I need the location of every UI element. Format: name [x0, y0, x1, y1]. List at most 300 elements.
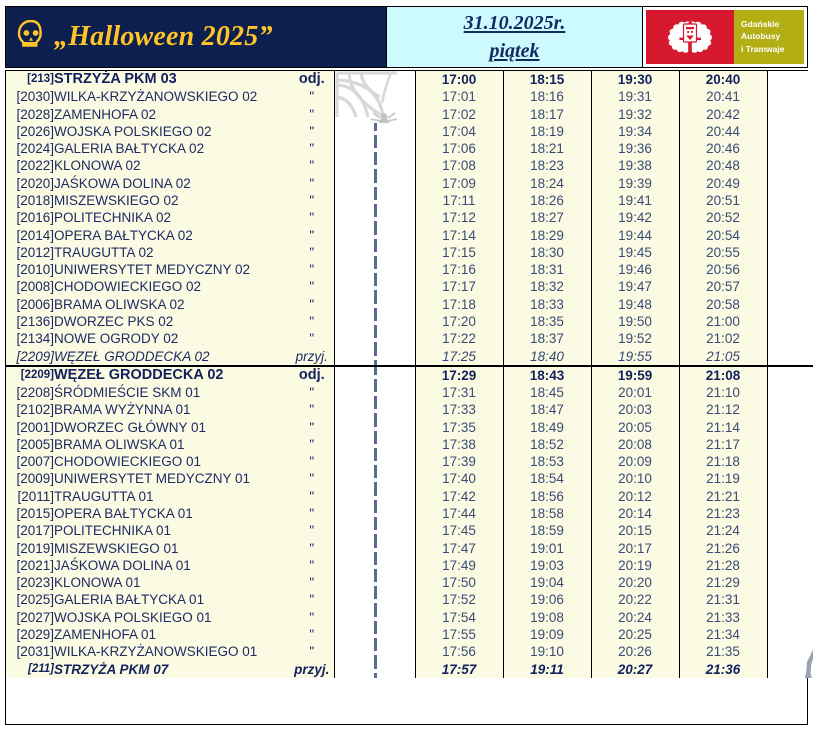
departure-time: 18:27 — [503, 209, 591, 226]
spider-thread — [374, 436, 377, 453]
departure-time: 19:55 — [591, 348, 679, 366]
departure-time: 17:25 — [415, 348, 503, 366]
stop-id: [2025] — [6, 591, 54, 608]
departure-time: 17:08 — [415, 157, 503, 174]
departure-time: 18:17 — [503, 106, 591, 123]
decoration-skeleton-column — [767, 244, 813, 261]
stop-mark: " — [290, 278, 334, 295]
decoration-skeleton-column — [767, 209, 813, 226]
page-header — [5, 6, 808, 68]
decoration-web-column — [334, 574, 415, 591]
table-row — [6, 227, 813, 244]
departure-time: 19:46 — [591, 261, 679, 278]
spider-thread — [374, 522, 377, 539]
table-row — [6, 278, 813, 295]
stop-name: WILKA-KRZYŻANOWSKIEGO 01 — [54, 643, 290, 660]
departure-time: 18:35 — [503, 313, 591, 330]
logo-line-2: Autobusy — [741, 31, 781, 42]
departure-time: 18:45 — [503, 384, 591, 401]
timetable-container — [5, 70, 808, 725]
stop-name: WOJSKA POLSKIEGO 01 — [54, 609, 290, 626]
stop-name: CHODOWIECKIEGO 01 — [54, 453, 290, 470]
decoration-web-column — [334, 609, 415, 626]
logo-operator-name — [734, 10, 804, 64]
table-row — [6, 419, 813, 436]
departure-time: 17:17 — [415, 278, 503, 295]
departure-time: 20:20 — [591, 574, 679, 591]
departure-time: 20:46 — [679, 140, 767, 157]
table-row — [6, 505, 813, 522]
spider-thread — [374, 401, 377, 418]
departure-time: 20:03 — [591, 401, 679, 418]
decoration-skeleton-column — [767, 71, 813, 88]
departure-time: 21:31 — [679, 591, 767, 608]
departure-time: 20:52 — [679, 209, 767, 226]
table-row — [6, 436, 813, 453]
stop-id: [2015] — [6, 505, 54, 522]
stop-id: [2209] — [6, 348, 54, 366]
stop-id: [2029] — [6, 626, 54, 643]
spider-thread — [374, 488, 377, 505]
stop-id: [2006] — [6, 296, 54, 313]
stop-id: [2020] — [6, 175, 54, 192]
departure-time: 21:08 — [679, 366, 767, 384]
table-row — [6, 261, 813, 278]
table-row — [6, 591, 813, 608]
departure-time: 20:22 — [591, 591, 679, 608]
departure-time: 17:00 — [415, 71, 503, 88]
table-row — [6, 366, 813, 384]
departure-time: 20:05 — [591, 419, 679, 436]
stop-mark: " — [290, 643, 334, 660]
stop-id: [2208] — [6, 384, 54, 401]
decoration-web-column — [334, 419, 415, 436]
table-row — [6, 384, 813, 401]
decoration-skeleton-column — [767, 192, 813, 209]
departure-time: 18:37 — [503, 330, 591, 347]
departure-time: 19:08 — [503, 609, 591, 626]
spider-thread — [374, 505, 377, 522]
spider-thread — [374, 557, 377, 574]
departure-time: 17:40 — [415, 470, 503, 487]
decoration-web-column — [334, 330, 415, 347]
stop-mark: " — [290, 175, 334, 192]
spider-icon — [369, 107, 399, 123]
departure-time: 20:55 — [679, 244, 767, 261]
spider-thread — [374, 626, 377, 643]
decoration-web-column — [334, 401, 415, 418]
decoration-web-column — [334, 123, 415, 140]
decoration-skeleton-column — [767, 348, 813, 366]
stop-id: [2031] — [6, 643, 54, 660]
departure-time: 19:39 — [591, 175, 679, 192]
table-row — [6, 140, 813, 157]
departure-time: 18:23 — [503, 157, 591, 174]
decoration-skeleton-column — [767, 366, 813, 384]
table-row — [6, 557, 813, 574]
departure-time: 21:21 — [679, 488, 767, 505]
departure-time: 19:06 — [503, 591, 591, 608]
stop-name: POLITECHNIKA 01 — [54, 522, 290, 539]
stop-id: [2027] — [6, 609, 54, 626]
departure-time: 19:44 — [591, 227, 679, 244]
spider-thread — [374, 209, 377, 226]
table-row — [6, 313, 813, 330]
stop-id: [2008] — [6, 278, 54, 295]
stop-id: [2016] — [6, 209, 54, 226]
decoration-web-column — [334, 192, 415, 209]
stop-name: POLITECHNIKA 02 — [54, 209, 290, 226]
decoration-skeleton-column — [767, 609, 813, 626]
logo-line-3: i Tramwaje — [741, 43, 785, 54]
departure-time: 18:32 — [503, 278, 591, 295]
stop-mark: " — [290, 296, 334, 313]
departure-time: 21:05 — [679, 348, 767, 366]
decoration-skeleton-column — [767, 436, 813, 453]
decoration-web-column — [334, 71, 415, 123]
decoration-skeleton-column — [767, 278, 813, 295]
departure-time: 19:31 — [591, 88, 679, 105]
decoration-skeleton-column — [767, 453, 813, 470]
table-row — [6, 296, 813, 313]
departure-time: 17:04 — [415, 123, 503, 140]
table-row — [6, 192, 813, 209]
stop-id: [2019] — [6, 540, 54, 557]
departure-time: 19:47 — [591, 278, 679, 295]
decoration-web-column — [334, 436, 415, 453]
decoration-skeleton-column — [767, 574, 813, 591]
stop-id: [2030] — [6, 88, 54, 105]
decoration-web-column — [334, 505, 415, 522]
stop-mark: " — [290, 88, 334, 105]
departure-time: 19:42 — [591, 209, 679, 226]
decoration-web-column — [334, 278, 415, 295]
spider-thread — [374, 419, 377, 436]
stop-id: [2017] — [6, 522, 54, 539]
decoration-web-column — [334, 557, 415, 574]
departure-time: 18:16 — [503, 88, 591, 105]
stop-name: ŚRÓDMIEŚCIE SKM 01 — [54, 384, 290, 401]
departure-time: 19:32 — [591, 106, 679, 123]
table-row — [6, 453, 813, 470]
departure-time: 18:54 — [503, 470, 591, 487]
stop-mark: przyj. — [290, 661, 334, 678]
departure-time: 21:29 — [679, 574, 767, 591]
decoration-skeleton-column — [767, 227, 813, 244]
departure-time: 21:33 — [679, 609, 767, 626]
stop-id: [2005] — [6, 436, 54, 453]
stop-name: UNIWERSYTET MEDYCZNY 02 — [54, 261, 290, 278]
stop-mark: " — [290, 261, 334, 278]
header-date-block — [387, 7, 643, 67]
departure-time: 17:52 — [415, 591, 503, 608]
stop-name: CHODOWIECKIEGO 02 — [54, 278, 290, 295]
departure-time: 21:10 — [679, 384, 767, 401]
decoration-skeleton-column — [767, 106, 813, 123]
departure-time: 20:51 — [679, 192, 767, 209]
stop-mark: " — [290, 140, 334, 157]
stop-id: [2009] — [6, 470, 54, 487]
stop-mark: " — [290, 106, 334, 123]
decoration-skeleton-column — [767, 419, 813, 436]
decoration-web-column — [334, 470, 415, 487]
departure-time: 19:03 — [503, 557, 591, 574]
stop-name: GALERIA BAŁTYCKA 02 — [54, 140, 290, 157]
spider-thread — [374, 157, 377, 174]
departure-time: 19:09 — [503, 626, 591, 643]
stop-mark: " — [290, 557, 334, 574]
stop-name: WOJSKA POLSKIEGO 02 — [54, 123, 290, 140]
stop-name: TRAUGUTTA 01 — [54, 488, 290, 505]
decoration-web-column — [334, 313, 415, 330]
table-row — [6, 470, 813, 487]
departure-time: 17:29 — [415, 366, 503, 384]
table-row — [6, 522, 813, 539]
spider-thread — [374, 175, 377, 192]
spider-thread — [374, 384, 377, 401]
stop-mark: " — [290, 470, 334, 487]
decoration-web-column — [334, 209, 415, 226]
departure-time: 20:27 — [591, 661, 679, 678]
decoration-web-column — [334, 157, 415, 174]
decoration-skeleton-column — [767, 157, 813, 174]
departure-time: 21:28 — [679, 557, 767, 574]
departure-time: 19:10 — [503, 643, 591, 660]
page-title: „Halloween 2025” — [54, 21, 273, 52]
departure-time: 18:33 — [503, 296, 591, 313]
decoration-skeleton-column — [767, 470, 813, 487]
stop-name: OPERA BAŁTYCKA 01 — [54, 505, 290, 522]
decoration-skeleton-column — [767, 488, 813, 505]
table-row — [6, 626, 813, 643]
operator-logo — [643, 7, 807, 67]
table-row — [6, 609, 813, 626]
departure-time: 17:44 — [415, 505, 503, 522]
spider-thread — [374, 227, 377, 244]
stop-mark: " — [290, 488, 334, 505]
departure-time: 21:17 — [679, 436, 767, 453]
departure-time: 21:34 — [679, 626, 767, 643]
stop-name: TRAUGUTTA 02 — [54, 244, 290, 261]
departure-time: 20:17 — [591, 540, 679, 557]
departure-time: 17:22 — [415, 330, 503, 347]
departure-time: 18:26 — [503, 192, 591, 209]
departure-time: 17:11 — [415, 192, 503, 209]
departure-time: 19:41 — [591, 192, 679, 209]
decoration-skeleton-column — [767, 296, 813, 313]
stop-mark: " — [290, 591, 334, 608]
table-row — [6, 540, 813, 557]
departure-time: 21:00 — [679, 313, 767, 330]
stop-name: DWORZEC PKS 02 — [54, 313, 290, 330]
departure-time: 21:23 — [679, 505, 767, 522]
stop-mark: " — [290, 574, 334, 591]
decoration-web-column — [334, 227, 415, 244]
decoration-skeleton-column — [767, 540, 813, 557]
stop-id: [2007] — [6, 453, 54, 470]
departure-time: 17:06 — [415, 140, 503, 157]
departure-time: 17:42 — [415, 488, 503, 505]
departure-time: 17:02 — [415, 106, 503, 123]
decoration-web-column — [334, 244, 415, 261]
table-row — [6, 574, 813, 591]
departure-time: 20:25 — [591, 626, 679, 643]
departure-time: 18:29 — [503, 227, 591, 244]
departure-time: 20:40 — [679, 71, 767, 88]
spider-thread — [374, 244, 377, 261]
stop-name: ZAMENHOFA 02 — [54, 106, 290, 123]
decoration-web-column — [334, 488, 415, 505]
departure-time: 17:35 — [415, 419, 503, 436]
skeleton-icon — [801, 628, 813, 678]
stop-mark: " — [290, 401, 334, 418]
departure-time: 17:20 — [415, 313, 503, 330]
departure-time: 18:31 — [503, 261, 591, 278]
decoration-skeleton-column — [767, 330, 813, 347]
departure-time: 17:16 — [415, 261, 503, 278]
table-row — [6, 244, 813, 261]
departure-time: 17:38 — [415, 436, 503, 453]
departure-time: 18:56 — [503, 488, 591, 505]
departure-time: 18:40 — [503, 348, 591, 366]
stop-mark: " — [290, 436, 334, 453]
departure-time: 20:49 — [679, 175, 767, 192]
spider-thread — [374, 367, 377, 384]
decoration-skeleton-column — [767, 626, 813, 678]
decoration-skeleton-column — [767, 313, 813, 330]
departure-time: 20:48 — [679, 157, 767, 174]
stop-id: [2102] — [6, 401, 54, 418]
departure-time: 21:14 — [679, 419, 767, 436]
decoration-skeleton-column — [767, 522, 813, 539]
stop-mark: " — [290, 192, 334, 209]
stop-name: JAŚKOWA DOLINA 02 — [54, 175, 290, 192]
departure-time: 19:34 — [591, 123, 679, 140]
decoration-web-column — [334, 453, 415, 470]
stop-mark: " — [290, 505, 334, 522]
stop-mark: przyj. — [290, 348, 334, 366]
decoration-skeleton-column — [767, 591, 813, 608]
departure-time: 17:54 — [415, 609, 503, 626]
departure-time: 20:42 — [679, 106, 767, 123]
departure-time: 21:26 — [679, 540, 767, 557]
departure-time: 18:19 — [503, 123, 591, 140]
departure-time: 17:45 — [415, 522, 503, 539]
departure-time: 18:43 — [503, 366, 591, 384]
stop-mark: " — [290, 609, 334, 626]
stop-name: STRZYŻA PKM 07 — [54, 661, 290, 678]
decoration-skeleton-column — [767, 175, 813, 192]
departure-time: 20:09 — [591, 453, 679, 470]
decoration-web-column — [334, 626, 415, 643]
stop-id: [2010] — [6, 261, 54, 278]
spider-thread — [374, 574, 377, 591]
spider-thread — [374, 643, 377, 660]
table-row — [6, 209, 813, 226]
weekday-text: piątek — [489, 39, 540, 62]
stop-mark: " — [290, 157, 334, 174]
stop-name: WILKA-KRZYŻANOWSKIEGO 02 — [54, 88, 290, 105]
spider-thread — [374, 661, 377, 678]
stop-name: DWORZEC GŁÓWNY 01 — [54, 419, 290, 436]
departure-time: 17:09 — [415, 175, 503, 192]
stop-name: BRAMA OLIWSKA 02 — [54, 296, 290, 313]
decoration-skeleton-column — [767, 261, 813, 278]
table-row — [6, 175, 813, 192]
decoration-web-column — [334, 296, 415, 313]
decoration-web-column — [334, 366, 415, 384]
stop-name: BRAMA WYŻYNNA 01 — [54, 401, 290, 418]
departure-time: 17:50 — [415, 574, 503, 591]
stop-name: MISZEWSKIEGO 02 — [54, 192, 290, 209]
departure-time: 17:31 — [415, 384, 503, 401]
timetable — [6, 71, 813, 678]
stop-mark: " — [290, 540, 334, 557]
stop-mark: " — [290, 209, 334, 226]
decoration-skeleton-column — [767, 401, 813, 418]
decoration-web-column — [334, 661, 415, 678]
departure-time: 20:15 — [591, 522, 679, 539]
table-row — [6, 330, 813, 347]
departure-time: 18:21 — [503, 140, 591, 157]
spider-thread — [374, 453, 377, 470]
spider-thread — [374, 140, 377, 157]
departure-time: 19:48 — [591, 296, 679, 313]
departure-time: 17:57 — [415, 661, 503, 678]
spider-thread — [374, 192, 377, 209]
gdansk-coat-of-arms-icon — [664, 18, 716, 56]
departure-time: 20:12 — [591, 488, 679, 505]
decoration-skeleton-column — [767, 140, 813, 157]
departure-time: 20:57 — [679, 278, 767, 295]
skull-icon — [16, 20, 46, 54]
departure-time: 19:45 — [591, 244, 679, 261]
spider-thread — [374, 330, 377, 347]
table-row — [6, 488, 813, 505]
stop-mark: " — [290, 453, 334, 470]
departure-time: 18:30 — [503, 244, 591, 261]
stop-name: BRAMA OLIWSKA 01 — [54, 436, 290, 453]
decoration-web-column — [334, 261, 415, 278]
departure-time: 19:36 — [591, 140, 679, 157]
departure-time: 17:12 — [415, 209, 503, 226]
stop-id: [2011] — [6, 488, 54, 505]
decoration-skeleton-column — [767, 505, 813, 522]
departure-time: 17:33 — [415, 401, 503, 418]
spider-thread — [374, 540, 377, 557]
departure-time: 20:01 — [591, 384, 679, 401]
decoration-web-column — [334, 540, 415, 557]
decoration-web-column — [334, 348, 415, 366]
spider-thread — [374, 296, 377, 313]
table-row — [6, 643, 813, 660]
spider-thread — [374, 313, 377, 330]
stop-mark: " — [290, 244, 334, 261]
departure-time: 20:14 — [591, 505, 679, 522]
table-row — [6, 661, 813, 678]
departure-time: 18:15 — [503, 71, 591, 88]
departure-time: 21:35 — [679, 643, 767, 660]
stop-mark: " — [290, 626, 334, 643]
departure-time: 19:01 — [503, 540, 591, 557]
stop-id: [211] — [6, 661, 54, 678]
stop-id: [2028] — [6, 106, 54, 123]
stop-mark: " — [290, 123, 334, 140]
decoration-web-column — [334, 175, 415, 192]
departure-time: 17:39 — [415, 453, 503, 470]
stop-name: OPERA BAŁTYCKA 02 — [54, 227, 290, 244]
decoration-web-column — [334, 522, 415, 539]
